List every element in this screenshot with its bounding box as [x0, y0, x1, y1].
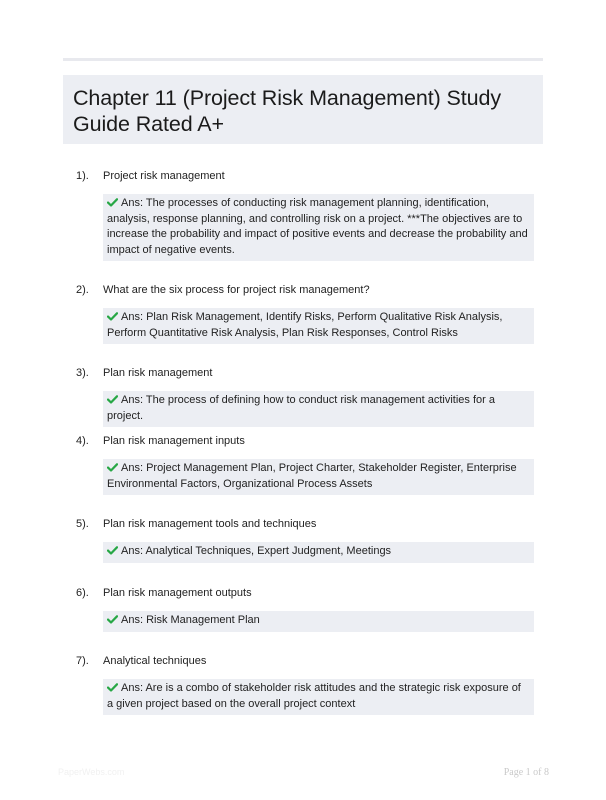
question-number: 7).	[76, 655, 89, 667]
document-title: Chapter 11 (Project Risk Management) Study Guide Rated A+	[73, 86, 501, 136]
question-text: Plan risk management inputs	[103, 435, 245, 447]
answer-box	[103, 459, 534, 495]
answer-text: Ans: Are is a combo of stakeholder risk attitudes and the strategic risk exposure of a given project based on the overall project context	[107, 682, 521, 710]
answer-text: Ans: The processes of conducting risk management planning, identification, analysis, response planning, and controlling risk on a project. ***The objectives are to increase the probability and impact of positive events and decrease the probability and impact of negative events.	[107, 197, 528, 256]
check-icon	[107, 615, 118, 624]
answer-box	[103, 308, 534, 344]
answer-text: Ans: Plan Risk Management, Identify Risks, Perform Qualitative Risk Analysis, Perform Quantitative Risk Analysis, Plan Risk Responses, Control Risks	[107, 311, 503, 339]
answer-box	[103, 391, 534, 427]
header-rule	[63, 58, 543, 61]
question-number: 1).	[76, 170, 89, 182]
question-number: 2).	[76, 284, 89, 296]
question-text: Analytical techniques	[103, 655, 207, 667]
question-text: Plan risk management tools and techniques	[103, 518, 317, 530]
question-number: 5).	[76, 518, 89, 530]
title-box	[63, 75, 543, 144]
check-icon	[107, 312, 118, 321]
page-number: Page 1 of 8	[503, 767, 549, 778]
answer-text: Ans: The process of defining how to conduct risk management activities for a project.	[107, 394, 495, 422]
question-text: Plan risk management	[103, 367, 213, 379]
check-icon	[107, 683, 118, 692]
watermark: PaperWebs.com	[58, 767, 125, 777]
answer-text: Ans: Risk Management Plan	[121, 614, 260, 626]
check-icon	[107, 198, 118, 207]
question-number: 3).	[76, 367, 89, 379]
question-text: What are the six process for project risk management?	[103, 284, 370, 296]
answer-box	[103, 542, 534, 563]
check-icon	[107, 463, 118, 472]
question-text: Plan risk management outputs	[103, 587, 252, 599]
answer-box	[103, 611, 534, 632]
answer-box	[103, 194, 534, 261]
check-icon	[107, 395, 118, 404]
question-number: 4).	[76, 435, 89, 447]
question-number: 6).	[76, 587, 89, 599]
answer-text: Ans: Analytical Techniques, Expert Judgment, Meetings	[121, 545, 392, 557]
question-text: Project risk management	[103, 170, 225, 182]
answer-box	[103, 679, 534, 715]
answer-text: Ans: Project Management Plan, Project Charter, Stakeholder Register, Enterprise Environmental Factors, Organizational Process Assets	[107, 462, 517, 490]
check-icon	[107, 546, 118, 555]
